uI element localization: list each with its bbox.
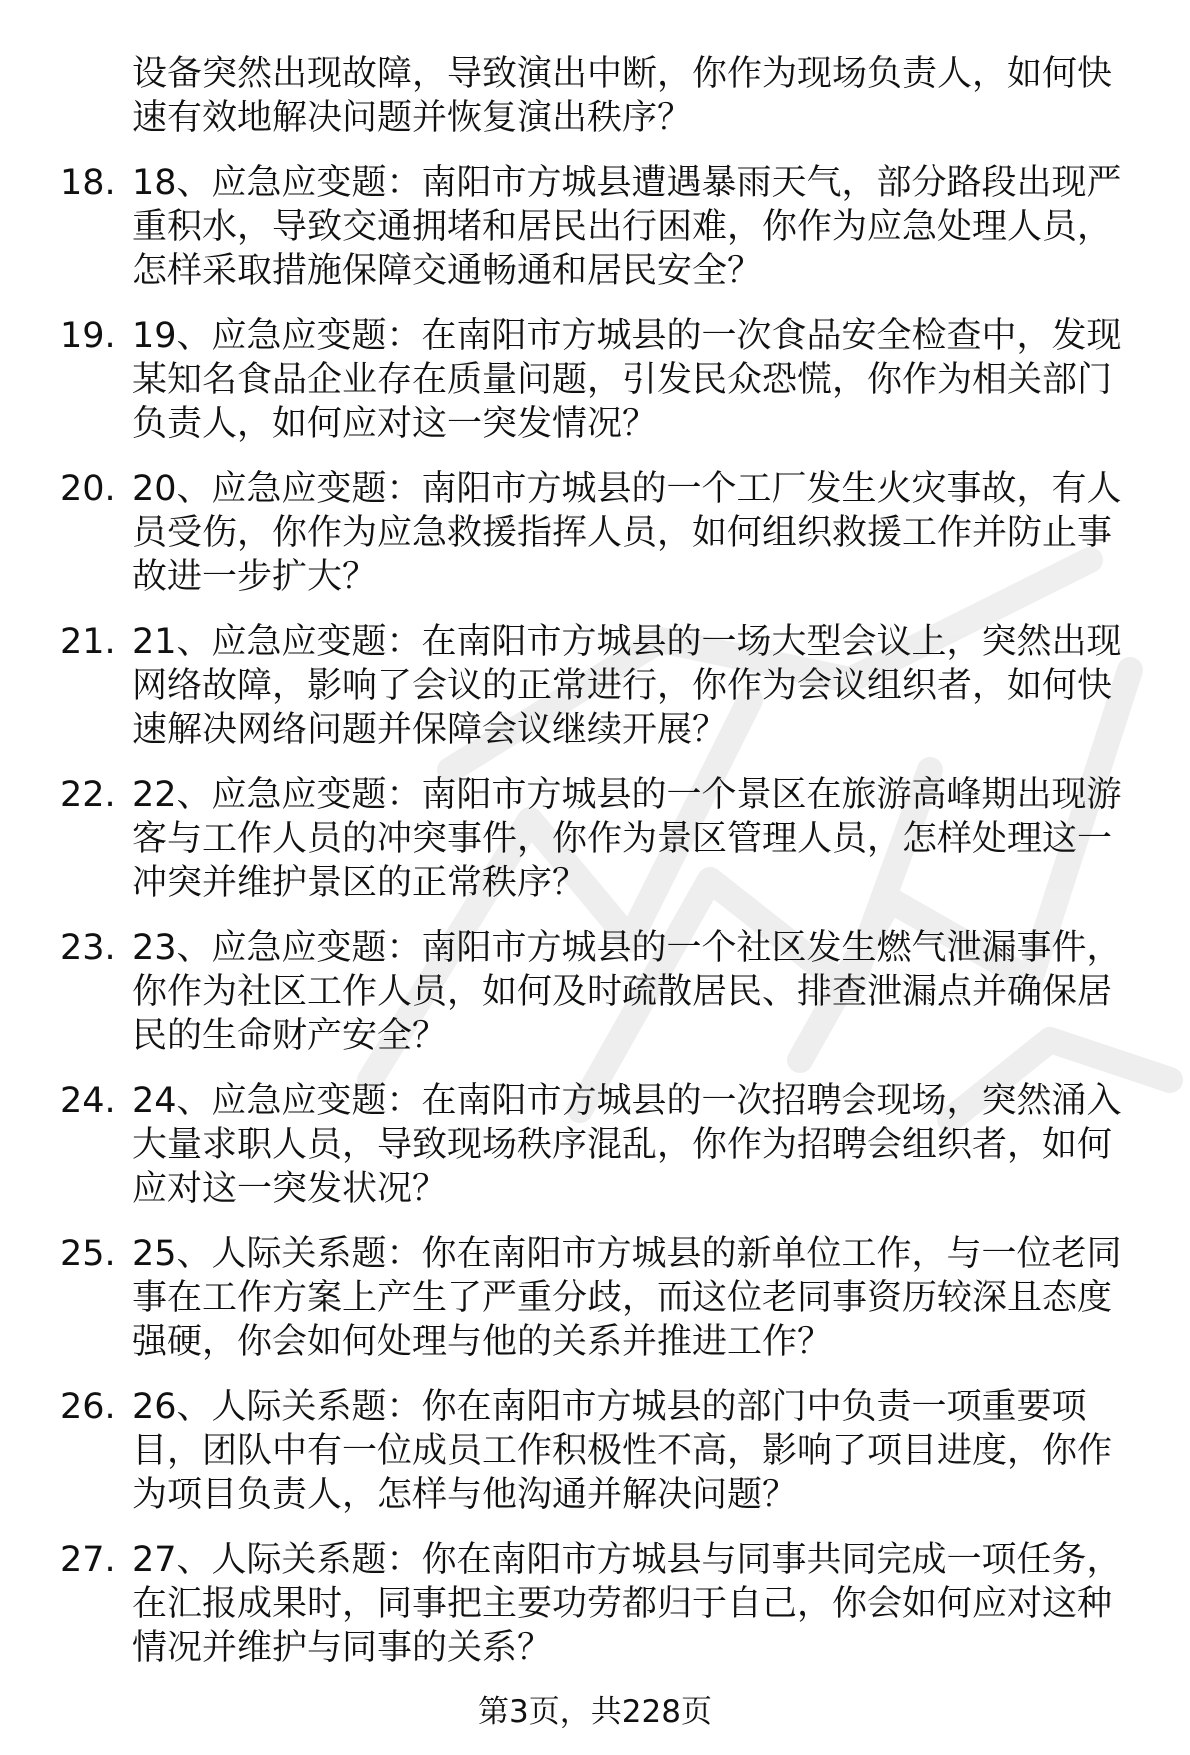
question-text: 25、人际关系题：你在南阳市方城县的新单位工作，与一位老同事在工作方案上产生了严重分歧，而这位老同事资历较深且态度强硬，你会如何处理与他的关系并推进工作？: [132, 1234, 1122, 1362]
question-list: [60, 161, 1140, 1670]
question-item: [60, 314, 1132, 446]
question-number: 27.: [60, 1540, 116, 1580]
question-text: 21、应急应变题：在南阳市方城县的一场大型会议上，突然出现网络故障，影响了会议的正常进行，你作为会议组织者，如何快速解决网络问题并保障会议继续开展？: [132, 622, 1122, 750]
question-number: 24.: [60, 1081, 116, 1121]
question-text: 23、应急应变题：南阳市方城县的一个社区发生燃气泄漏事件，你作为社区工作人员，如何及时疏散居民、排查泄漏点并确保居民的生命财产安全？: [132, 928, 1122, 1056]
question-item: [60, 1079, 1132, 1211]
question-item: [60, 1232, 1132, 1364]
question-text: 18、应急应变题：南阳市方城县遭遇暴雨天气，部分路段出现严重积水，导致交通拥堵和居民出行困难，你作为应急处理人员，怎样采取措施保障交通畅通和居民安全？: [132, 163, 1122, 291]
question-item: [60, 161, 1132, 293]
question-item: [60, 620, 1132, 752]
question-number: 19.: [60, 316, 116, 356]
question-number: 22.: [60, 775, 116, 815]
question-text: 20、应急应变题：南阳市方城县的一个工厂发生火灾事故，有人员受伤，你作为应急救援指挥人员，如何组织救援工作并防止事故进一步扩大？: [132, 469, 1122, 597]
question-item: [60, 1385, 1132, 1517]
question-text: 26、人际关系题：你在南阳市方城县的部门中负责一项重要项目，团队中有一位成员工作积极性不高，影响了项目进度，你作为项目负责人，怎样与他沟通并解决问题？: [132, 1387, 1113, 1515]
question-number: 21.: [60, 622, 116, 662]
document-body: [60, 52, 1140, 1670]
page-footer: 第3页，共228页: [478, 1694, 712, 1730]
continued-paragraph: 设备突然出现故障，导致演出中断，你作为现场负责人，如何快速有效地解决问题并恢复演出秩序？: [132, 54, 1113, 138]
question-item: [60, 773, 1132, 905]
question-item: [60, 467, 1132, 599]
question-text: 24、应急应变题：在南阳市方城县的一次招聘会现场，突然涌入大量求职人员，导致现场秩序混乱，你作为招聘会组织者，如何应对这一突发状况？: [132, 1081, 1122, 1209]
question-text: 27、人际关系题：你在南阳市方城县与同事共同完成一项任务，在汇报成果时，同事把主要功劳都归于自己，你会如何应对这种情况并维护与同事的关系？: [132, 1540, 1122, 1668]
question-number: 18.: [60, 163, 116, 203]
question-text: 19、应急应变题：在南阳市方城县的一次食品安全检查中，发现某知名食品企业存在质量问题，引发民众恐慌，你作为相关部门负责人，如何应对这一突发情况？: [132, 316, 1122, 444]
question-item: [60, 1538, 1132, 1670]
question-text: 22、应急应变题：南阳市方城县的一个景区在旅游高峰期出现游客与工作人员的冲突事件，你作为景区管理人员，怎样处理这一冲突并维护景区的正常秩序？: [132, 775, 1122, 903]
question-number: 23.: [60, 928, 116, 968]
question-number: 20.: [60, 469, 116, 509]
question-item: [60, 926, 1132, 1058]
question-number: 26.: [60, 1387, 116, 1427]
question-number: 25.: [60, 1234, 116, 1274]
